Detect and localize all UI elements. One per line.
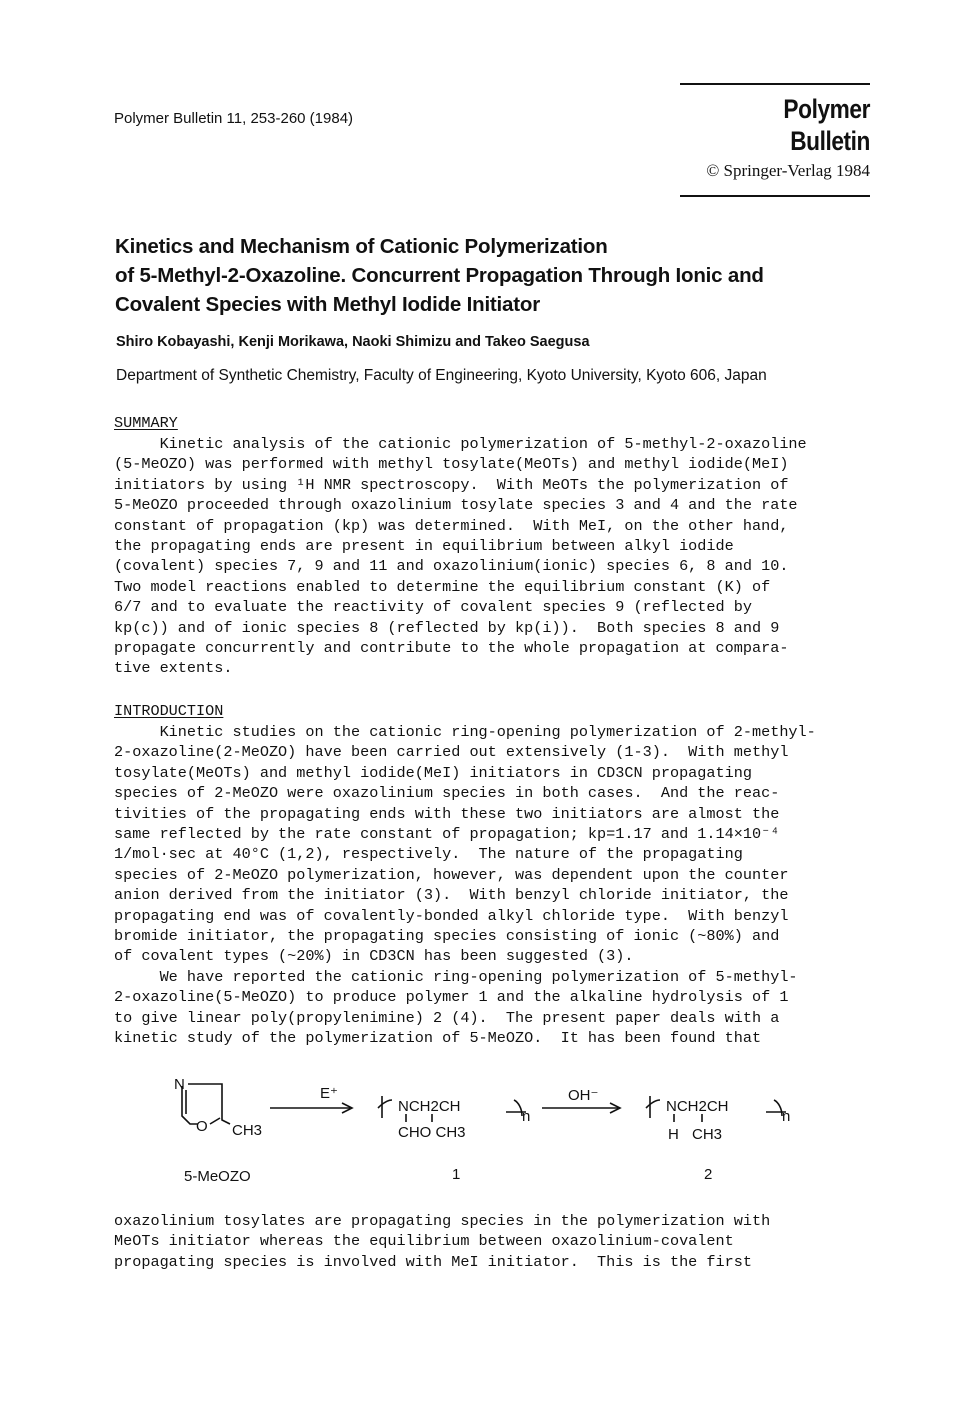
summary-line: 5-MeOZO proceeded through oxazolinium tosylate species 3 and 4 and the rate [114,496,798,515]
monomer-o-atom: O [196,1118,208,1135]
introduction-line: species of 2-MeOZO polymerization, however, was dependent upon the counter [114,865,789,884]
title-line: Kinetics and Mechanism of Cationic Polymerization [115,235,608,258]
polymer2-backbone: NCH2CH [666,1098,729,1115]
repeat-bracket-right-2 [774,1100,782,1116]
reagent-electrophile: E⁺ [320,1085,338,1102]
journal-name: Polymer Bulletin [783,94,870,156]
oxazoline-ring-right [188,1084,230,1124]
introduction-line: propagating species is involved with MeI initiator. This is the first [114,1252,752,1271]
introduction-line: species of 2-MeOZO were oxazolinium species in both cases. And the reac- [114,784,780,803]
summary-line: (covalent) species 7, 9 and 11 and oxazolinium(ionic) species 6, 8 and 10. [114,557,789,576]
introduction-heading: INTRODUCTION [114,702,224,720]
monomer-methyl: CH3 [232,1122,263,1139]
reaction-scheme [170,1072,810,1192]
summary-line: Two model reactions enabled to determine the equilibrium constant (K) of [114,577,771,596]
introduction-line: anion derived from the initiator (3). With benzyl chloride initiator, the [114,886,789,905]
summary-line: (5-MeOZO) was performed with methyl tosylate(MeOTs) and methyl iodide(MeI) [114,455,789,474]
introduction-line: bromide initiator, the propagating species consisting of ionic (~80%) and [114,927,780,946]
title-line: of 5-Methyl-2-Oxazoline. Concurrent Propagation Through Ionic and [115,264,764,287]
summary-body [114,434,807,679]
repeat-bracket-right-1 [514,1100,522,1116]
introduction-continuation [114,1211,770,1272]
summary-line: Kinetic analysis of the cationic polymerization of 5-methyl-2-oxazoline [114,435,807,453]
repeat-bracket-left-2 [646,1100,660,1108]
title-line: Covalent Species with Methyl Iodide Initiator [115,293,540,316]
summary-line: constant of propagation (kp) was determined. With MeI, on the other hand, [114,516,789,535]
journal-citation: Polymer Bulletin 11, 253-260 (1984) [114,110,354,127]
publisher-copyright: © Springer-Verlag 1984 [706,161,870,180]
polymer2-h: H [668,1126,679,1143]
oxazoline-ring-base [210,1118,220,1124]
introduction-line: 2-oxazoline(2-MeOZO) have been carried out extensively (1-3). With methyl [114,743,789,762]
introduction-body [114,722,816,1049]
affiliation: Department of Synthetic Chemistry, Faculty of Engineering, Kyoto University, Kyoto 606, Japan [116,367,767,384]
introduction-line: same reflected by the rate constant of propagation; kp=1.17 and 1.14×10⁻⁴ [114,825,780,844]
introduction-line: tivities of the propagating ends with these two initiators are almost the [114,804,780,823]
repeat-bracket-left-1 [378,1100,392,1108]
polymer2-repeat-n: n [782,1108,791,1125]
masthead-bottom-rule [680,195,870,197]
introduction-line: kinetic study of the polymerization of 5-MeOZO. It has been found that [114,1029,762,1048]
summary-line: 6/7 and to evaluate the reactivity of covalent species 9 (reflected by [114,598,752,617]
polymer1-backbone: NCH2CH [398,1098,461,1115]
author-list: Shiro Kobayashi, Kenji Morikawa, Naoki Shimizu and Takeo Saegusa [116,334,590,350]
introduction-line: of covalent types (~20%) in CD3CN has been suggested (3). [114,947,634,966]
introduction-line: 2-oxazoline(5-MeOZO) to produce polymer 1 and the alkaline hydrolysis of 1 [114,988,789,1007]
journal-masthead [680,83,870,197]
masthead-top-rule [680,83,870,85]
monomer-n-atom: N [174,1076,185,1093]
article-title [115,232,915,319]
polymer2-methyl: CH3 [692,1126,723,1143]
monomer-label: 5-MeOZO [184,1168,251,1185]
polymer2-label: 2 [704,1166,713,1183]
introduction-line: We have reported the cationic ring-opening polymerization of 5-methyl- [114,967,798,986]
introduction-line: oxazolinium tosylates are propagating species in the polymerization with [114,1212,771,1230]
reagent-hydroxide: OH⁻ [568,1087,599,1104]
introduction-line: MeOTs initiator whereas the equilibrium between oxazolinium-covalent [114,1232,734,1251]
summary-line: the propagating ends are present in equilibrium between alkyl iodide [114,537,734,556]
polymer1-repeat-n: n [522,1108,531,1125]
introduction-line: 1/mol·sec at 40°C (1,2), respectively. The nature of the propagating [114,845,743,864]
introduction-line: to give linear poly(propylenimine) 2 (4). The present paper deals with a [114,1008,780,1027]
summary-line: propagate concurrently and contribute to the whole propagation at compara- [114,639,789,658]
summary-heading: SUMMARY [114,414,178,432]
summary-line: tive extents. [114,659,233,678]
summary-line: kp(c)) and of ionic species 8 (reflected by kp(i)). Both species 8 and 9 [114,618,780,637]
introduction-line: Kinetic studies on the cationic ring-opening polymerization of 2-methyl- [114,723,816,741]
summary-line: initiators by using ¹H NMR spectroscopy. With MeOTs the polymerization of [114,475,789,494]
introduction-line: propagating end was of covalently-bonded alkyl chloride type. With benzyl [114,906,789,925]
polymer1-substituents: CHO CH3 [398,1124,466,1141]
polymer1-label: 1 [452,1166,461,1183]
introduction-line: tosylate(MeOTs) and methyl iodide(MeI) initiators in CD3CN propagating [114,763,752,782]
